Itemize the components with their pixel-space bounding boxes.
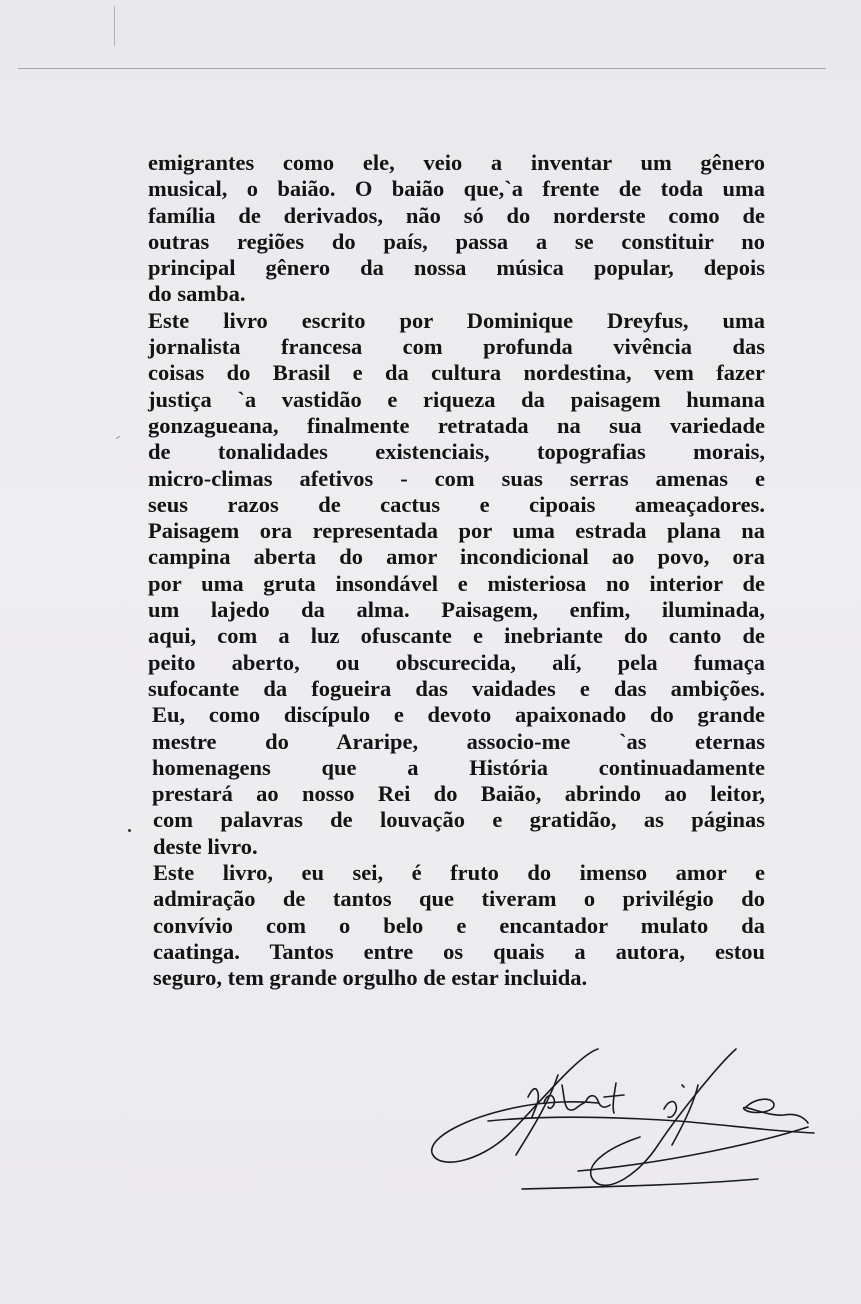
text-line: admiração de tantos que tiveram o privilégio do — [153, 886, 765, 912]
text-line: aqui, com a luz ofuscante e inebriante do canto de — [148, 623, 765, 649]
text-line: família de derivados, não só do norderste como de — [148, 202, 765, 228]
text-line: mestre do Araripe, associo-me `as eternas — [152, 728, 765, 754]
text-line: coisas do Brasil e da cultura nordestina, vem fazer — [148, 360, 765, 386]
text-line: Este livro, eu sei, é fruto do imenso amor e — [153, 860, 765, 886]
text-line: campina aberta do amor incondicional ao povo, ora — [148, 544, 765, 570]
text-line: emigrantes como ele, veio a inventar um gênero — [148, 150, 765, 175]
scan-speck — [116, 436, 120, 439]
text-line: Paisagem ora representada por uma estrada plana na — [148, 518, 765, 544]
text-line: de tonalidades existenciais, topografias morais, — [148, 439, 765, 465]
text-line: Este livro escrito por Dominique Dreyfus, uma — [148, 307, 765, 333]
text-line: do samba. — [148, 281, 246, 307]
text-line: deste livro. — [153, 833, 258, 859]
text-line: sufocante da fogueira das vaidades e das ambições. — [148, 675, 765, 701]
text-line: caatinga. Tantos entre os quais a autora, estou — [153, 938, 765, 964]
scan-dot — [128, 829, 131, 832]
signature — [428, 1045, 818, 1205]
text-line: micro-climas afetivos - com suas serras amenas e — [148, 465, 765, 491]
text-line: seguro, tem grande orgulho de estar incluida. — [153, 965, 588, 991]
text-line: convívio com o belo e encantador mulato da — [153, 912, 765, 938]
text-line: musical, o baião. O baião que,`a frente de toda uma — [148, 176, 765, 202]
text-line: justiça `a vastidão e riqueza da paisagem humana — [148, 386, 765, 412]
scan-mark — [114, 6, 115, 46]
text-line: outras regiões do país, passa a se constituir no — [148, 228, 765, 254]
text-line: um lajedo da alma. Paisagem, enfim, iluminada, — [148, 597, 765, 623]
text-line: Eu, como discípulo e devoto apaixonado do grande — [152, 702, 765, 728]
body-text — [148, 150, 765, 992]
text-line: prestará ao nosso Rei do Baião, abrindo ao leitor, — [152, 781, 765, 807]
text-line: com palavras de louvação e gratidão, as páginas — [153, 807, 765, 833]
text-line: principal gênero da nossa música popular, depois — [148, 255, 765, 281]
text-line: por uma gruta insondável e misteriosa no interior de — [148, 570, 765, 596]
text-line: peito aberto, ou obscurecida, alí, pela fumaça — [148, 649, 765, 675]
text-line: gonzagueana, finalmente retratada na sua variedade — [148, 412, 765, 438]
text-line: homenagens que a História continuadamente — [152, 754, 765, 780]
header-rule — [18, 68, 826, 69]
text-line: seus razos de cactus e cipoais ameaçadores. — [148, 491, 765, 517]
text-line: jornalista francesa com profunda vivência das — [148, 334, 765, 360]
